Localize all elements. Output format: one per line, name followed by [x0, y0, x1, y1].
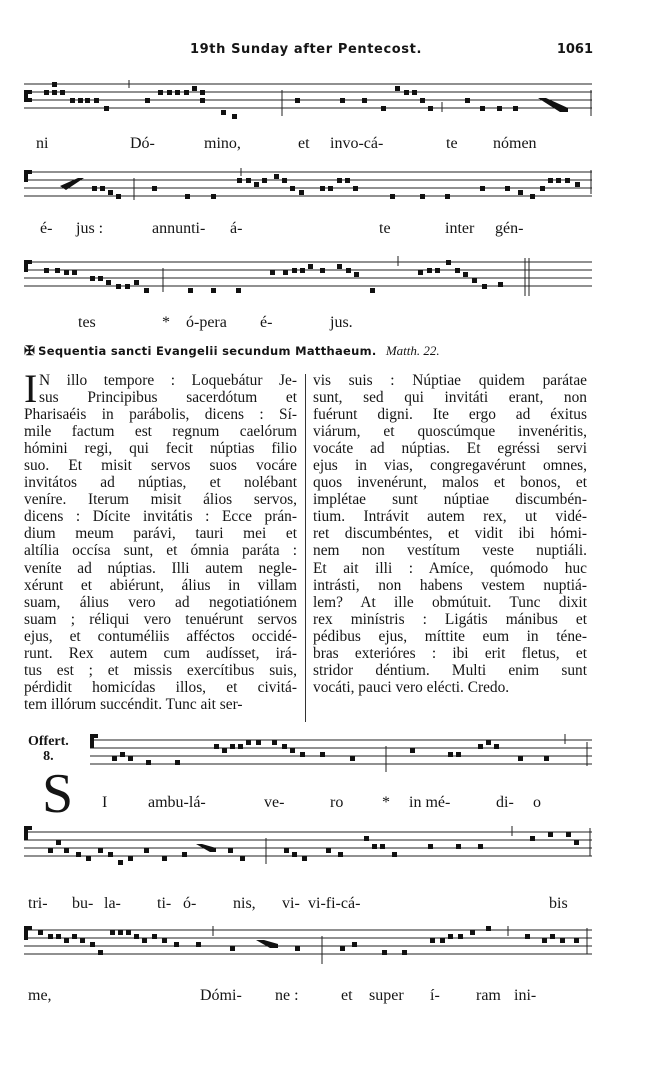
gospel-text-line: pédibus ejus, míttite eum in téne- [313, 627, 587, 645]
gospel-text-line: nem non vestítum veste nuptiáli. [313, 542, 587, 560]
lyric-syllable: é- [40, 220, 53, 237]
running-header-title: 19th Sunday after Pentecost. [190, 42, 422, 57]
chant-staff-1 [0, 76, 659, 126]
lyric-syllable: I [102, 794, 108, 811]
lyric-syllable: * [382, 794, 390, 811]
gospel-text-line: quos invenérunt, malos et bonos, et [313, 474, 587, 492]
gospel-text-line: tus est ; et missis exercítibus suis, [24, 661, 297, 679]
gospel-column-right [313, 372, 587, 724]
offertory-mode: 8. [43, 749, 54, 764]
gospel-text-line: suam, álius vero ad negotiatiónem [24, 593, 297, 611]
rubric-text: Sequentia sancti Evangelii secundum Matthaeum. [38, 344, 377, 358]
offertory-title: Offert. [28, 734, 69, 749]
gospel-text-line: Et ait illi : Amíce, quómodo huc [313, 559, 587, 577]
drop-cap: I [24, 366, 38, 411]
gospel-text-line: intrásti, non habens vestem nuptiá- [313, 576, 587, 594]
lyric-syllable: Dómi- [200, 987, 242, 1004]
lyric-syllable: ne : [275, 987, 299, 1004]
chant-staff-3 [0, 252, 659, 312]
lyric-syllable: tes [78, 314, 96, 331]
lyric-syllable: jus. [330, 314, 353, 331]
gospel-text-line: ejus in vias, congregavérunt omnes, [313, 457, 587, 475]
gospel-text-line: viárum, et quoscúmque invenéritis, [313, 423, 587, 441]
gospel-text-line: ejus, et contuméliis afféctos occidé- [24, 627, 297, 645]
lyric-syllable: ambu-lá- [148, 794, 206, 811]
gospel-text-line: implétae sunt núptiae discumbén- [313, 491, 587, 509]
gospel-text-line: sunt, sed qui invitáti erant, non [313, 389, 587, 407]
lyric-syllable: vi-fi-cá- [308, 895, 361, 912]
gospel-text-line: N illo tempore : Loquebátur Je- [39, 372, 297, 389]
lyric-syllable: ve- [264, 794, 285, 811]
gospel-text-line: invitátos ad núptias, et nolébant [24, 474, 297, 492]
chant-staff-2 [0, 164, 659, 214]
lyric-syllable: é- [260, 314, 273, 331]
lyric-syllable: et [341, 987, 353, 1004]
gospel-text-line: suam ; réliqui vero tenuérunt servos [24, 610, 297, 628]
gospel-text-line: dium meum parávi, tauri mei et [24, 525, 297, 543]
lyric-syllable: la- [104, 895, 121, 912]
gospel-text-line: rex minístris : Ligátis mánibus et [313, 610, 587, 628]
lyric-syllable: jus : [76, 220, 104, 237]
page-number: 1061 [556, 42, 593, 57]
lyric-syllable: annunti- [152, 220, 206, 237]
lyric-syllable: ó-pera [186, 314, 227, 331]
gospel-text-line: mile factum est regnum caelórum [24, 423, 297, 441]
lyric-syllable: á- [230, 220, 243, 237]
lyric-syllable: me, [28, 987, 52, 1004]
gospel-text-line: sus Principibus sacerdótum et [39, 389, 297, 407]
gospel-column-left [24, 366, 297, 724]
gospel-text-line: bras exterióres : ibi erit fletus, et [313, 644, 587, 662]
cross-ornament-icon: ✠ [24, 343, 35, 358]
gospel-text-line: vocáte ad núptias. Et egréssi servi [313, 440, 587, 458]
gospel-text-line: runt. Rex autem cum audísset, irá- [24, 644, 297, 662]
gospel-text-line: xérunt et abiérunt, álius in villam [24, 576, 297, 594]
gospel-text-line: suo. Et misit servos suos vocáre [24, 457, 297, 475]
scripture-reference: Matth. 22. [385, 343, 440, 358]
offertory-initial: S [42, 763, 74, 825]
chant-staff-5 [0, 820, 659, 890]
gospel-text-line: vis suis : Núptiae quidem parátae [313, 372, 587, 389]
gospel-text-line: pérdidit homicídas illos, et civitá- [24, 678, 297, 696]
lyric-syllable: super [369, 987, 404, 1004]
chant-staff-6 [0, 920, 659, 980]
lyric-syllable: te [446, 135, 458, 152]
lyric-syllable: ti- [157, 895, 172, 912]
column-divider [305, 374, 306, 722]
gospel-text-line: ret discumbéntes, et vidit ibi hómi- [313, 525, 587, 543]
lyric-syllable: nis, [233, 895, 256, 912]
gospel-text-line: tium. Intrávit autem rex, ut vidé- [313, 508, 587, 526]
gospel-text-line: veníte ad núptias. Illi autem negle- [24, 559, 297, 577]
gospel-text-line: fuérunt digni. Ite ergo ad éxitus [313, 406, 587, 424]
chant-staff-4 [0, 730, 659, 780]
gospel-text-line: Pharisaéis in parábolis, dicens : Sí- [24, 406, 297, 424]
lyric-syllable: í- [430, 987, 440, 1004]
lyric-syllable: ini- [514, 987, 537, 1004]
lyric-syllable: inter [445, 220, 475, 237]
gospel-text-line: lem? At ille obmútuit. Tunc dixit [313, 593, 587, 611]
lyric-syllable: gén- [495, 220, 524, 237]
lyric-syllable: nómen [493, 135, 537, 152]
lyric-syllable: vi- [282, 895, 300, 912]
gospel-text-line: hómini regi, qui fecit núptias filio [24, 440, 297, 458]
lyric-syllable: bis [549, 895, 568, 912]
lyric-syllable: in mé- [409, 794, 451, 811]
lyric-syllable: ó- [183, 895, 197, 912]
lyric-syllable: mino, [204, 135, 241, 152]
lyric-syllable: di- [496, 794, 514, 811]
lyric-syllable: Dó- [130, 135, 155, 152]
lyric-syllable: bu- [72, 895, 94, 912]
gospel-text-line: tem illórum succéndit. Tunc ait ser- [24, 695, 243, 713]
lyric-syllable: invo-cá- [330, 135, 384, 152]
gospel-text-line: dicens : Dícite invitátis : Ecce prán- [24, 508, 297, 526]
lyric-syllable: o [533, 794, 541, 811]
gospel-text-line: vocáti, pauci vero elécti. Credo. [313, 678, 510, 696]
gospel-rubric [24, 343, 440, 359]
lyric-syllable: ram [476, 987, 501, 1004]
lyric-syllable: * [162, 314, 170, 331]
lyric-syllable: et [298, 135, 310, 152]
lyric-syllable: ni [36, 135, 49, 152]
lyric-syllable: te [379, 220, 391, 237]
lyric-syllable: ro [330, 794, 344, 811]
gospel-text-line: stridor déntium. Multi enim sunt [313, 661, 587, 679]
gospel-text-line: veníre. Iterum misit álios servos, [24, 491, 297, 509]
gospel-text-line: altília occísa sunt, et ómnia paráta : [24, 542, 297, 560]
lyric-syllable: tri- [28, 895, 48, 912]
